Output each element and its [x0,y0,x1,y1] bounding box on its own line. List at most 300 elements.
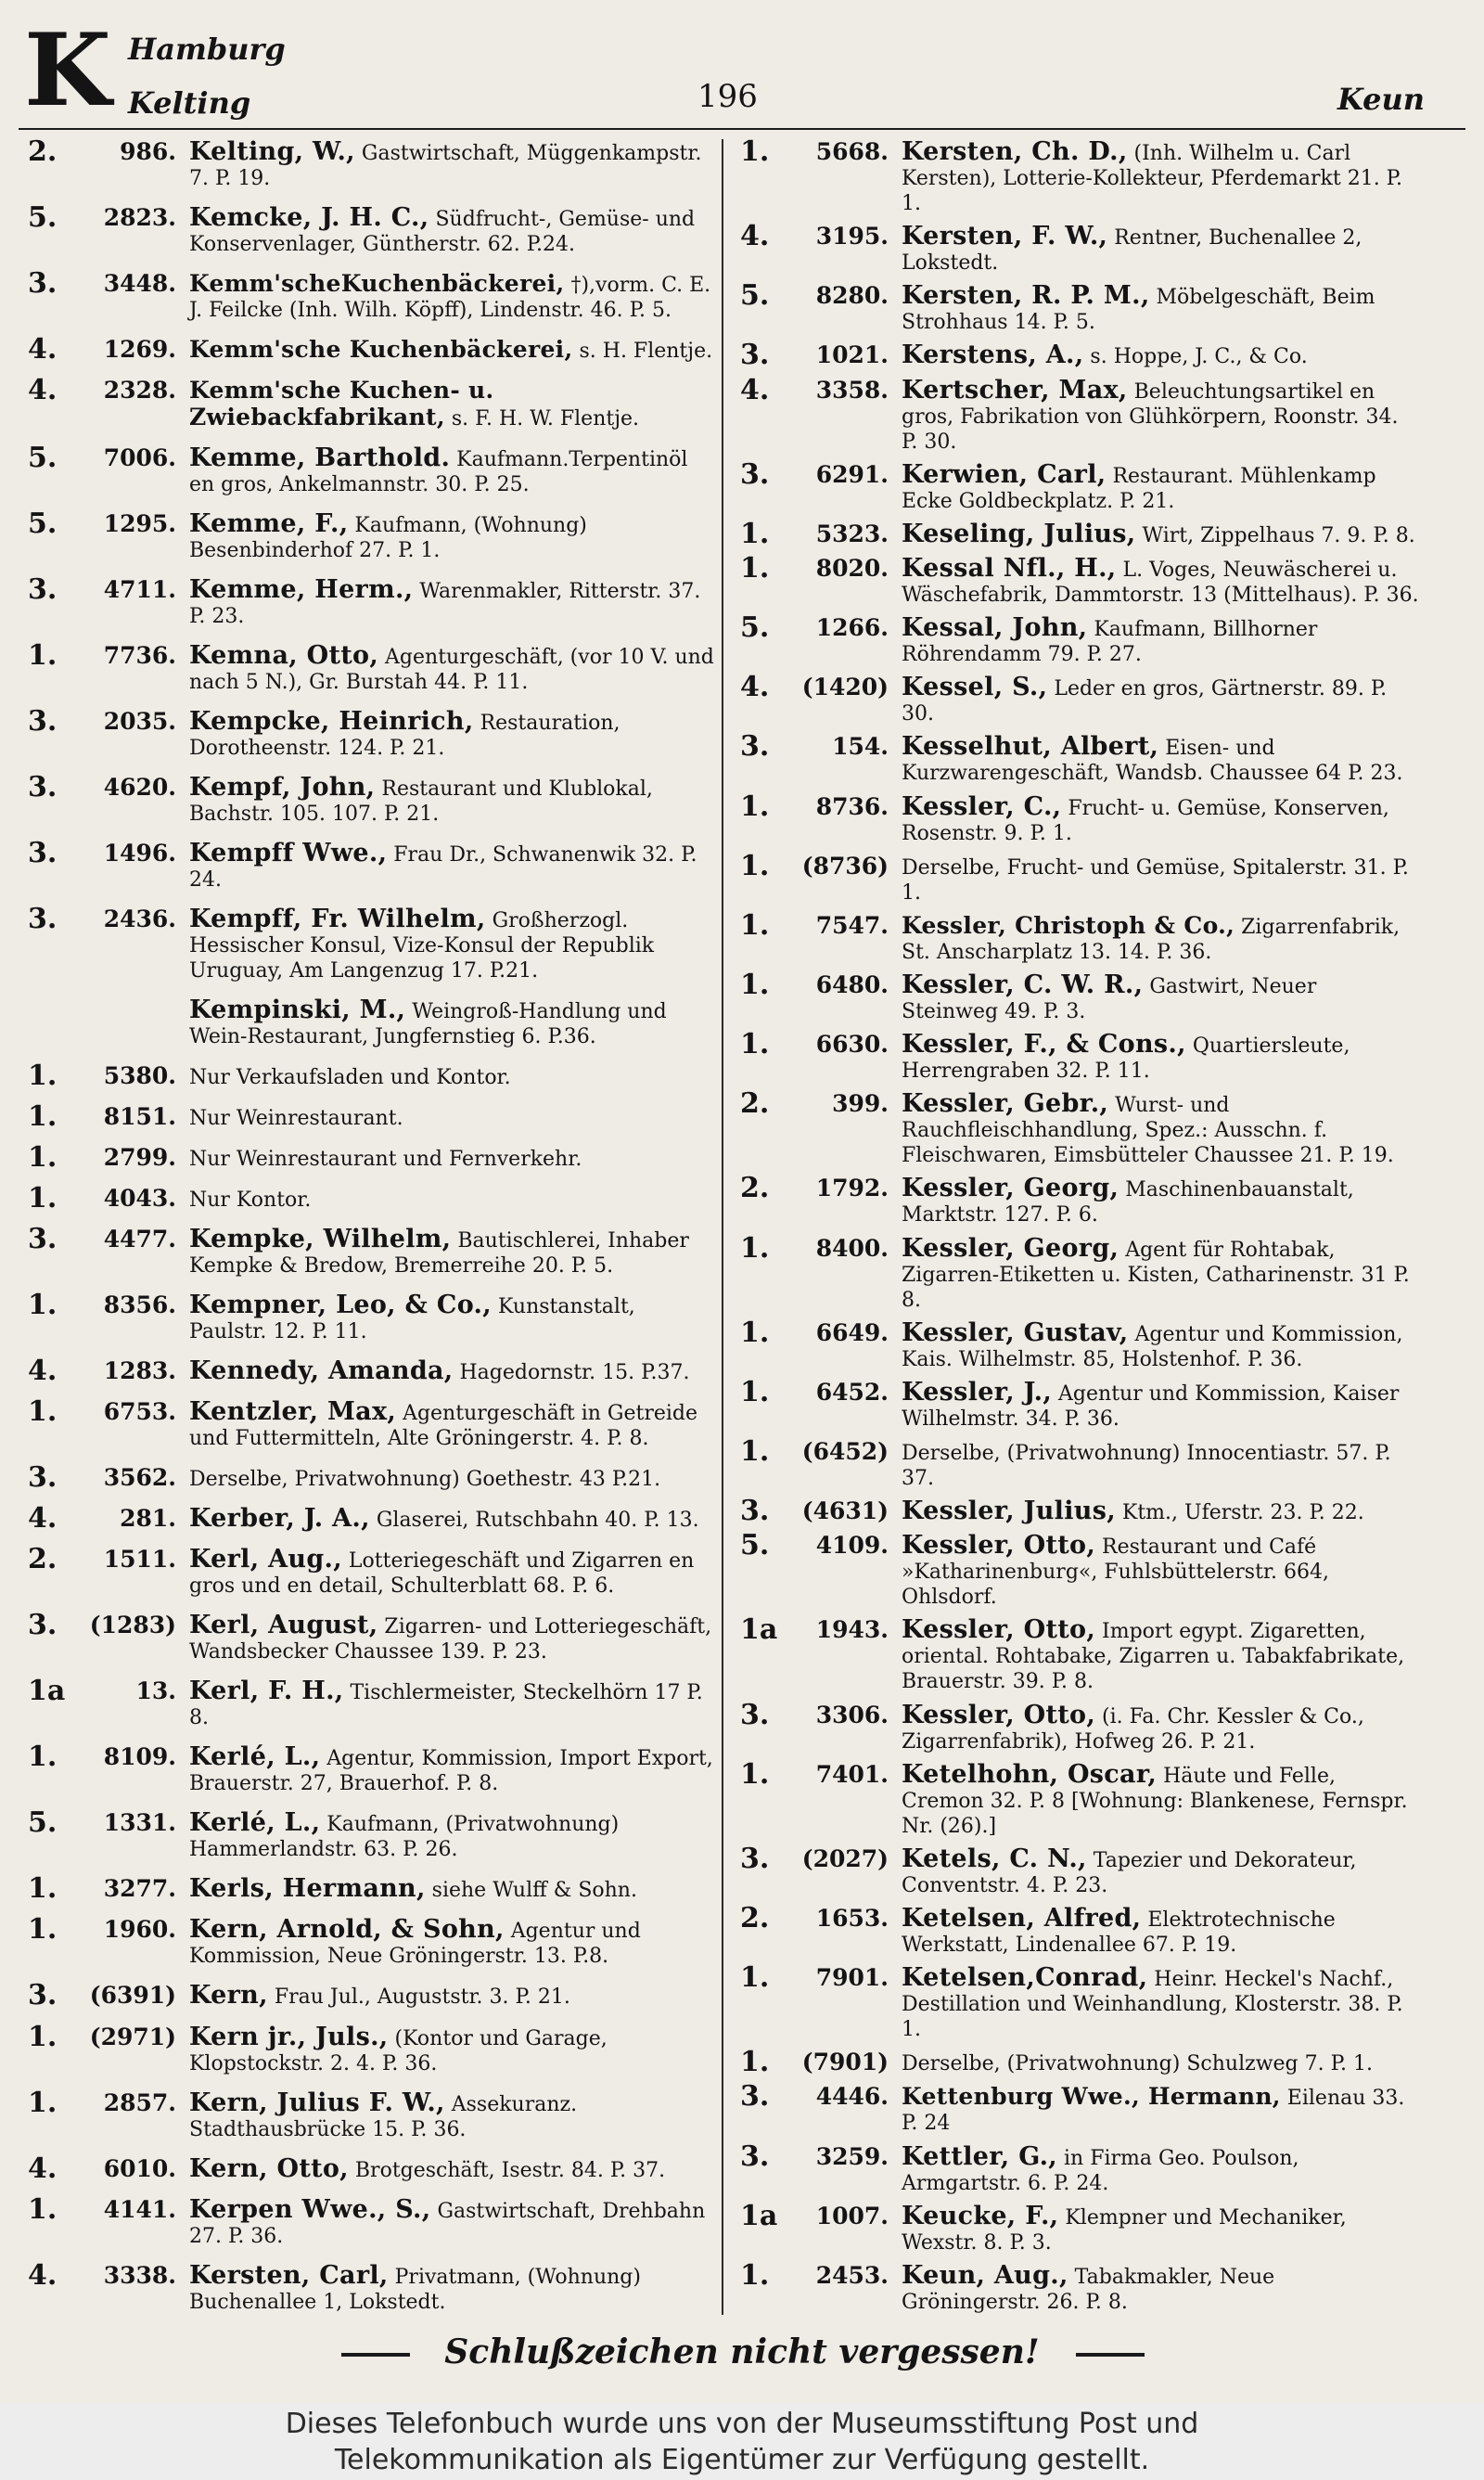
exchange-code: 3. [740,1495,770,1528]
entry-details: in Firma Geo. Poulson, Armgartstr. 6. P. 24. [902,2146,1299,2195]
entry-details: Restaurant und Café »Katharinenburg«, Fuhlsbüttelerstr. 664, Ohlsdorf. [902,1536,1330,1610]
entry-body [896,553,1419,608]
phone-number: (6452) [801,1437,889,1465]
entry-details: Derselbe, (Privatwohnung) Innocentiastr. 57. P. 37. [902,1441,1391,1490]
entry-details: Nur Kontor. [189,1189,312,1213]
subscriber-name: Kemm'sche Kuchenbäckerei, [189,336,573,364]
column-divider [722,139,723,2315]
exchange-code: 3. [28,573,58,607]
directory-entry [740,790,1419,846]
exchange-code: 3. [28,771,58,804]
entry-body [184,1744,714,1796]
entry-body [896,2084,1419,2136]
directory-entry [740,1087,1419,1168]
entry-body [184,1465,714,1492]
directory-entry [740,968,1419,1024]
entry-body [184,1358,714,1385]
entry-body [184,1104,714,1131]
entry-details: (Kontor und Garage, Klopstockstr. 2. 4. P. 36. [189,2026,608,2075]
exchange-code: 3. [28,1609,58,1642]
exchange-code: 1. [740,1028,770,1061]
entry-body [184,1506,714,1533]
exchange-code: 5. [740,1529,770,1562]
directory-entry [740,1613,1419,1694]
phone-number: 1269. [103,336,176,364]
exchange-code: 3. [740,1842,770,1875]
entry-body [184,1292,714,1344]
subscriber-name: Kersten, Ch. D., [902,137,1128,166]
phone-number: 6480. [815,970,889,998]
phone-number: 8736. [815,792,889,820]
directory-entry [740,1529,1419,1610]
entry-body [184,2153,714,2183]
entry-details: Agentur und Kommission, Neue Gröningerstr. 13. P.8. [189,1920,641,1969]
subscriber-name: Kentzler, Max, [189,1397,397,1427]
exchange-code: 3. [28,903,58,936]
directory-entry [740,457,1419,514]
entry-body [896,2260,1419,2315]
exchange-code: 1. [28,2020,58,2053]
exchange-code: 1. [740,2046,770,2079]
phone-number: 4446. [815,2083,889,2111]
phone-number: 8280. [815,282,889,310]
directory-entry [740,1231,1419,1313]
phone-number: 8356. [103,1291,176,1319]
directory-entry [740,611,1419,667]
subscriber-name: Kerber, J. A., [189,1504,370,1534]
entry-body [184,139,714,191]
entry-details: Hagedornstr. 15. P.37. [459,1361,690,1385]
directory-entry [740,1698,1419,1754]
subscriber-name: Kessler, C., [902,791,1062,821]
entry-body [896,342,1419,369]
entry-body [896,1032,1419,1084]
directory-entry [740,1028,1419,1084]
directory-entry [740,2258,1419,2315]
exchange-code: 1. [740,551,770,585]
exchange-code: 5. [28,201,58,235]
entry-details: Wirt, Zippelhaus 7. 9. P. 8. [1142,523,1415,547]
entry-details: (Inh. Wilhelm u. Carl Kersten), Lotterie-Kollekteur, Pferdemarkt 21. P. 1. [902,142,1403,215]
entry-body [184,378,714,431]
entry-body [896,615,1419,667]
subscriber-name: Kemme, Herm., [189,575,414,605]
entry-details: Warenmakler, Ritterstr. 37. P. 23. [189,580,701,629]
directory-entry [28,997,714,1049]
subscriber-name: Kersten, F. W., [902,222,1108,251]
entry-details: Elektrotechnische Werkstatt, Lindenallee 67. P. 19. [902,1908,1336,1957]
subscriber-name: Kempner, Leo, & Co., [189,1291,492,1320]
phone-number: 1792. [815,1175,889,1202]
phone-number: 3448. [103,270,176,298]
directory-entry [28,1872,714,1906]
entry-body [896,734,1419,786]
exchange-code: 1a [740,1613,778,1647]
subscriber-name: Kempcke, Heinrich, [189,707,474,737]
directory-entry [28,1355,714,1388]
phone-number: 1007. [815,2202,889,2229]
phone-number: 399. [832,1090,889,1118]
exchange-code: 3. [28,837,58,870]
entry-details: Brotgeschäft, Isestr. 84. P. 37. [354,2158,666,2182]
entry-details: Zigarren- und Lotteriegeschäft, Wandsbecker Chaussee 139. P. 23. [189,1615,712,1664]
phone-number: 7736. [103,642,176,670]
entry-details: Import egypt. Zigaretten, oriental. Rohtabake, Zigarren u. Tabakfabrikate, Brauerstr. 39. P. 8. [902,1620,1405,1694]
exchange-code: 1. [740,135,770,168]
exchange-code: 2. [740,1901,770,1934]
directory-entry [28,1100,714,1134]
entry-details: Agent für Rohtabak, Zigarren-Etiketten u. Kisten, Catharinenstr. 31 P. 8. [902,1238,1410,1312]
directory-entry [740,2080,1419,2136]
entry-body [184,841,714,893]
directory-entry [740,220,1419,276]
exchange-code: 1. [740,849,770,882]
directory-entry [28,201,714,257]
directory-entry [28,573,714,629]
subscriber-name: Kerlé, L., [189,1742,321,1772]
exchange-code: 3. [740,457,770,491]
footer-rule-right [1076,2353,1145,2357]
phone-number: 2857. [103,2088,176,2116]
phone-number: 3338. [103,2261,176,2289]
entry-body [896,1965,1419,2042]
entry-details: Kaufmann, Billhorner Röhrendamm 79. P. 27. [902,618,1318,667]
entry-body [896,1377,1419,1432]
directory-entry [740,1172,1419,1227]
phone-number: 3562. [103,1464,176,1492]
directory-entry [28,1806,714,1862]
phone-number: 7547. [815,911,889,939]
exchange-code: 1. [740,2258,770,2292]
phone-number: 3195. [815,223,889,251]
phone-number: 7006. [103,444,176,472]
exchange-code: 4. [28,1502,58,1536]
entry-details: Gastwirt, Neuer Steinweg 49. P. 3. [902,974,1317,1023]
exchange-code: 2. [740,1087,770,1121]
entry-body [896,283,1419,335]
entry-body [184,2024,714,2076]
exchange-code: 3. [28,1979,58,2012]
header-last-entry: Keun [1337,82,1425,117]
subscriber-name: Kessler, Julius, [902,1497,1116,1526]
entry-body [896,2201,1419,2255]
entry-details: Quartiersleute, Herrengraben 32. P. 11. [902,1034,1350,1084]
phone-number: 4620. [103,774,176,802]
subscriber-name: Kern jr., Juls., [189,2022,389,2051]
subscriber-name: Kennedy, Amanda, [189,1356,454,1386]
entry-body [896,224,1419,276]
subscriber-name: Kempf, John, [189,773,376,803]
subscriber-name: Kemme, Barthold. [189,443,451,473]
entry-body [184,2260,714,2315]
directory-entry [740,671,1419,726]
directory-entry [740,1375,1419,1432]
exchange-code: 4. [28,333,58,366]
subscriber-name: Kemm'sche Kuchen- u. Zwiebackfabrikant, [189,377,494,431]
entry-body [184,1613,714,1664]
phone-number: (8736) [801,852,889,880]
subscriber-name: Kerls, Hermann, [189,1874,426,1904]
entry-body [184,997,714,1049]
entry-details: Restaurant und Klublokal, Bachstr. 105. 107. P. 21. [189,777,653,827]
entry-details: Restaurant. Mühlenkamp Ecke Goldbeckplatz. P. 21. [902,464,1376,513]
exchange-code: 1a [740,2199,778,2232]
subscriber-name: Kerlé, L., [189,1808,321,1838]
subscriber-name: Kessler, Georg, [902,1174,1119,1203]
entry-body [184,271,714,323]
phone-number: (7901) [801,2049,889,2076]
directory-entry [740,2139,1419,2196]
entry-body [184,445,714,497]
entry-details: Kunstanstalt, Paulstr. 12. P. 11. [189,1295,635,1344]
phone-number: 2823. [103,204,176,232]
entry-details: siehe Wulff & Sohn. [431,1879,637,1903]
exchange-code: 2. [28,135,58,168]
exchange-code: 1. [28,1741,58,1774]
directory-entry [28,2086,714,2142]
entry-details: Agentur und Kommission, Kais. Wilhelmstr. 85, Holstenhof. P. 36. [902,1322,1403,1371]
entry-body [184,1678,714,1730]
phone-number: 281. [120,1505,176,1533]
subscriber-name: Kelting, W., [189,137,355,166]
phone-number: 2328. [103,377,176,405]
directory-entry [28,1060,714,1093]
right-column [740,135,1419,2315]
subscriber-name: Kertscher, Max, [902,375,1128,405]
subscriber-name: Kerl, F. H., [189,1677,344,1706]
entry-details: Wurst- und Rauchfleischhandlung, Spez.: Ausschn. f. Fleischwaren, Eimsbütteler Chaussee 21. P. 19. [902,1094,1394,1168]
entry-details: L. Voges, Neuwäscherei u. Wäschefabrik, Dammtorstr. 13 (Mittelhaus). P. 36. [902,558,1419,607]
entry-details: Tabakmakler, Neue Gröningerstr. 26. P. 8. [902,2265,1275,2314]
subscriber-name: Kessler, Gustav, [902,1317,1129,1347]
entry-details: Beleuchtungsartikel en gros, Fabrikation von Glühkörpern, Roonstr. 34. P. 30. [902,379,1399,454]
directory-entry [740,1757,1419,1839]
phone-number: 1266. [815,614,889,642]
phone-number: 8151. [103,1103,176,1131]
entry-details: Nur Weinrestaurant und Fernverkehr. [189,1148,582,1172]
entry-details: Privatmann, (Wohnung) Buchenallee 1, Lokstedt. [189,2265,641,2314]
subscriber-name: Kessler, Christoph & Co., [902,911,1235,939]
phone-number: 5323. [815,520,889,547]
exchange-code: 1. [740,1231,770,1265]
subscriber-name: Kessler, F., & Cons., [902,1030,1186,1060]
subscriber-name: Kerl, August, [189,1611,378,1640]
directory-entry [740,1842,1419,1898]
directory-entry [28,1141,714,1175]
entry-details: †),vorm. C. E. J. Feilcke (Inh. Wilh. Köpff), Lindenstr. 46. P. 5. [189,274,711,323]
subscriber-name: Kern, [189,1981,268,2011]
exchange-code: 1. [740,1316,770,1349]
entry-body [184,1876,714,1903]
entry-body [896,675,1419,726]
phone-number: (6391) [89,1982,176,2010]
directory-entry [28,2192,714,2249]
entry-body [896,1439,1419,1491]
entry-details: Derselbe, (Privatwohnung) Schulzweg 7. P. 1. [902,2052,1373,2076]
phone-number: 7901. [815,1964,889,1992]
phone-number: 8020. [815,554,889,582]
subscriber-name: Kesselhut, Albert, [902,732,1159,762]
phone-number: 154. [832,733,889,761]
subscriber-name: Keseling, Julius, [902,519,1136,548]
entry-details: Bautischlerei, Inhaber Kempke & Bredow, Bremerreihe 20. P. 5. [189,1229,689,1279]
directory-entry [740,373,1419,455]
directory-entry [740,339,1419,372]
entry-body [184,2090,714,2142]
entry-details: s. H. Flentje. [579,340,713,364]
entry-details: Gastwirtschaft, Drehbahn 27. P. 36. [189,2199,706,2248]
entry-body [896,139,1419,216]
exchange-code: 1. [28,1872,58,1906]
entry-details: Kaufmann, (Wohnung) Besenbinderhof 27. P. 1. [189,514,587,563]
exchange-code: 5. [740,611,770,645]
directory-entry [740,1495,1419,1528]
phone-number: 6630. [815,1031,889,1059]
ownership-banner [0,2403,1484,2480]
exchange-code: 4. [28,1355,58,1388]
directory-entry [28,1289,714,1344]
exchange-code: 1. [740,517,770,550]
subscriber-name: Ketelsen, Alfred, [902,1903,1142,1933]
subscriber-name: Kessler, Otto, [902,1615,1096,1645]
subscriber-name: Kessler, Georg, [902,1233,1119,1263]
entry-body [184,709,714,761]
subscriber-name: Kerpen Wwe., S., [189,2194,431,2224]
subscriber-name: Kempke, Wilhelm, [189,1225,452,1254]
entry-details: Agentur, Kommission, Import Export, Brauerstr. 27, Brauerhof. P. 8. [189,1747,713,1796]
phone-number: 6010. [103,2154,176,2182]
entry-body [896,2141,1419,2196]
exchange-code: 4. [740,373,770,406]
exchange-code: 1a [28,1675,66,1708]
directory-entry [740,908,1419,965]
entry-body [896,1903,1419,1958]
directory-entry [28,135,714,191]
subscriber-name: Kessler, Otto, [902,1531,1096,1561]
phone-number: 1960. [103,1916,176,1944]
phone-number: 6753. [103,1398,176,1426]
entry-details: s. F. H. W. Flentje. [451,407,640,431]
exchange-code: 1. [28,1395,58,1429]
subscriber-name: Keucke, F., [902,2201,1059,2230]
page-number: 196 [697,78,758,115]
subscriber-name: Kessler, Gebr., [902,1089,1109,1119]
subscriber-name: Kersten, R. P. M., [902,281,1150,311]
entry-body [184,906,714,983]
directory-entry [28,2152,714,2185]
entry-details: Agentur und Kommission, Kaiser Wilhelmstr. 34. P. 36. [902,1381,1400,1431]
section-letter: K [24,12,111,129]
phone-number: 1496. [103,840,176,867]
entry-details: Zigarrenfabrik, St. Anscharplatz 13. 14. P. 36. [902,915,1401,964]
entry-body [184,1547,714,1599]
directory-entry [28,1609,714,1664]
entry-details: Gastwirtschaft, Müggenkampstr. 7. P. 19. [189,142,702,190]
directory-entry [740,2199,1419,2255]
phone-number: 1511. [103,1546,176,1574]
phone-number: 6291. [815,460,889,488]
exchange-code: 1. [28,1100,58,1134]
entry-body [896,791,1419,846]
directory-entry [28,1741,714,1796]
entry-body [896,1617,1419,1694]
directory-entry [28,1395,714,1451]
entry-details: Derselbe, Frucht- und Gemüse, Spitalerstr. 31. P. 1. [902,855,1409,905]
entry-details: Kaufmann.Terpentinöl en gros, Ankelmannstr. 30. P. 25. [189,448,688,497]
entry-body [184,1810,714,1862]
entry-body [896,1846,1419,1898]
directory-entry [28,639,714,695]
entry-body [896,1700,1419,1754]
phone-number: 7401. [815,1760,889,1788]
subscriber-name: Kempff Wwe., [189,839,388,868]
directory-entry [28,1979,714,2012]
directory-entry [28,442,714,497]
directory-entry [28,1182,714,1215]
entry-body [184,1145,714,1172]
entry-body [896,1533,1419,1610]
exchange-code: 3. [740,730,770,764]
entry-body [896,1091,1419,1168]
entry-body [184,1983,714,2010]
exchange-code: 1. [740,1434,770,1468]
entry-details: Möbelgeschäft, Beim Strohhaus 14. P. 5. [902,286,1375,335]
entry-body [184,337,714,364]
exchange-code: 1. [28,2192,58,2226]
entry-details: Agenturgeschäft, (vor 10 V. und nach 5 N.), Gr. Burstah 44. P. 11. [189,646,714,695]
entry-body [184,643,714,695]
entry-body [184,577,714,629]
subscriber-name: Kempinski, M., [189,996,406,1025]
left-column [28,135,714,2315]
entry-body [896,2050,1419,2076]
exchange-code: 1. [740,908,770,942]
exchange-code: 3. [740,1698,770,1731]
phone-number: (2971) [89,2023,176,2050]
directory-entry [740,730,1419,786]
entry-details: Nur Weinrestaurant. [189,1107,403,1131]
entry-body [896,521,1419,548]
entry-details: Weingroß-Handlung und Wein-Restaurant, Jungfernstieg 6. P.36. [189,1000,667,1049]
subscriber-name: Kerl, Aug., [189,1545,342,1574]
directory-entry [740,1961,1419,2042]
entry-details: Klempner und Mechaniker, Wexstr. 8. P. 3. [902,2205,1347,2255]
directory-entry [28,1543,714,1599]
exchange-code: 2. [740,1172,770,1205]
exchange-code: 3. [740,2080,770,2114]
entry-body [896,1317,1419,1372]
header-first-entry: Kelting [128,85,251,121]
subscriber-name: Kern, Arnold, & Sohn, [189,1915,505,1945]
entry-body [184,1063,714,1090]
phone-number: 1331. [103,1809,176,1837]
entry-details: Assekuranz. Stadthausbrücke 15. P. 36. [189,2092,578,2141]
banner-line-1: Dieses Telefonbuch wurde uns von der Museumsstiftung Post und [285,2408,1199,2440]
entry-details: Rentner, Buchenallee 2, Lokstedt. [902,226,1362,276]
subscriber-name: Kessel, S., [902,673,1048,702]
entry-body [896,1233,1419,1313]
exchange-code: 2. [28,1543,58,1576]
phone-number: 4711. [103,576,176,604]
directory-entry [740,1901,1419,1958]
subscriber-name: Kemme, F., [189,509,349,539]
entry-body [184,1917,714,1969]
phone-number: 1943. [815,1616,889,1644]
phone-number: (4631) [801,1497,889,1525]
entry-body [184,205,714,257]
directory-entry [740,1434,1419,1491]
phone-number: 1653. [815,1904,889,1932]
